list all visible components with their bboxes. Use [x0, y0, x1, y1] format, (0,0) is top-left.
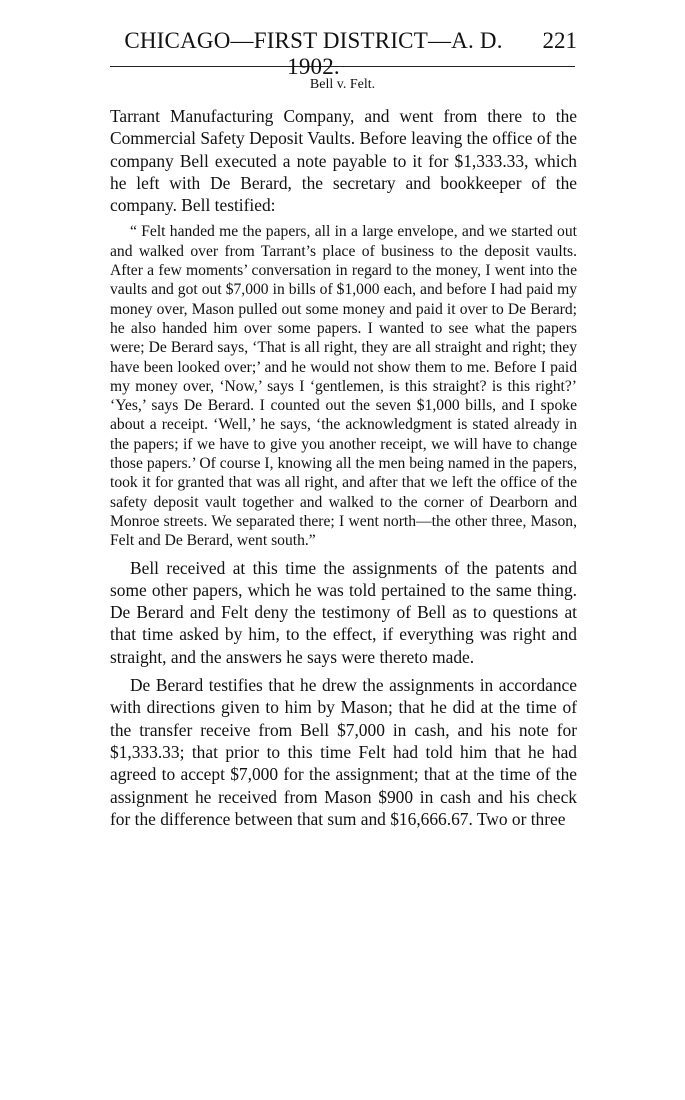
running-head [110, 24, 577, 79]
running-head-title: CHICAGO—FIRST DISTRICT—A. D. 1902. [124, 28, 503, 79]
testimony-quote: “ Felt handed me the papers, all in a large envelope, and we started out and walked over from Tarrant’s place of business to the deposit vaults. After a few moments’ conversation in regard to the money, I went into the vaults and got out $7,000 in bills of $1,000 each, and before I had paid my money over, Mason pulled out some money and paid it over to De Berard; he also handed him over some papers. I wanted to see what the papers were; De Berard says, ‘That is all right, they are all straight and right; they have been looked over;’ and he would not show them to me. Before I paid my money over, ‘Now,’ says I ‘gentlemen, is this straight? is this right?’ ‘Yes,’ says De Berard. I counted out the seven $1,000 bills, and I spoke about a receipt. ‘Well,’ he says, ‘the acknowledgment is stated already in the papers; if we have to give you another receipt, we will have to change those papers.’ Of course I, knowing all the men being named in the papers, took it for granted that was all right, and after that we left the office of the safety deposit vault together and walked to the corner of Dearborn and Monroe streets. We separated there; I went north—the other three, Mason, Felt and De Berard, went south.” [110, 223, 577, 550]
page-body [110, 105, 577, 830]
page-number: 221 [542, 28, 577, 53]
paragraph-3: De Berard testifies that he drew the assignments in accordance with directions given to him by Mason; that he did at the time of the transfer receive from Bell $7,000 in cash, and his note for $1,333.33; that prior to this time Felt had told him that he had agreed to accept $7,000 for the assignment; that at the time of the assignment he received from Mason $900 in cash and his check for the difference between that sum and $16,666.67. Two or three [110, 675, 577, 829]
paragraph-continued: Tarrant Manufacturing Company, and went from there to the Commercial Safety Deposit Vaults. Before leaving the office of the company Bell executed a note payable to it for $1,333.33, which he left with De Berard, the secretary and bookkeeper of the company. Bell testified: [110, 106, 577, 216]
paragraph-2: Bell received at this time the assignments of the patents and some other papers, which he was told pertained to the same thing. De Berard and Felt deny the testimony of Bell as to questions at that time asked by him, to the effect, if everything was right and straight, and the answers he says were thereto made. [110, 557, 577, 667]
case-name: Bell v. Felt. [309, 77, 376, 92]
